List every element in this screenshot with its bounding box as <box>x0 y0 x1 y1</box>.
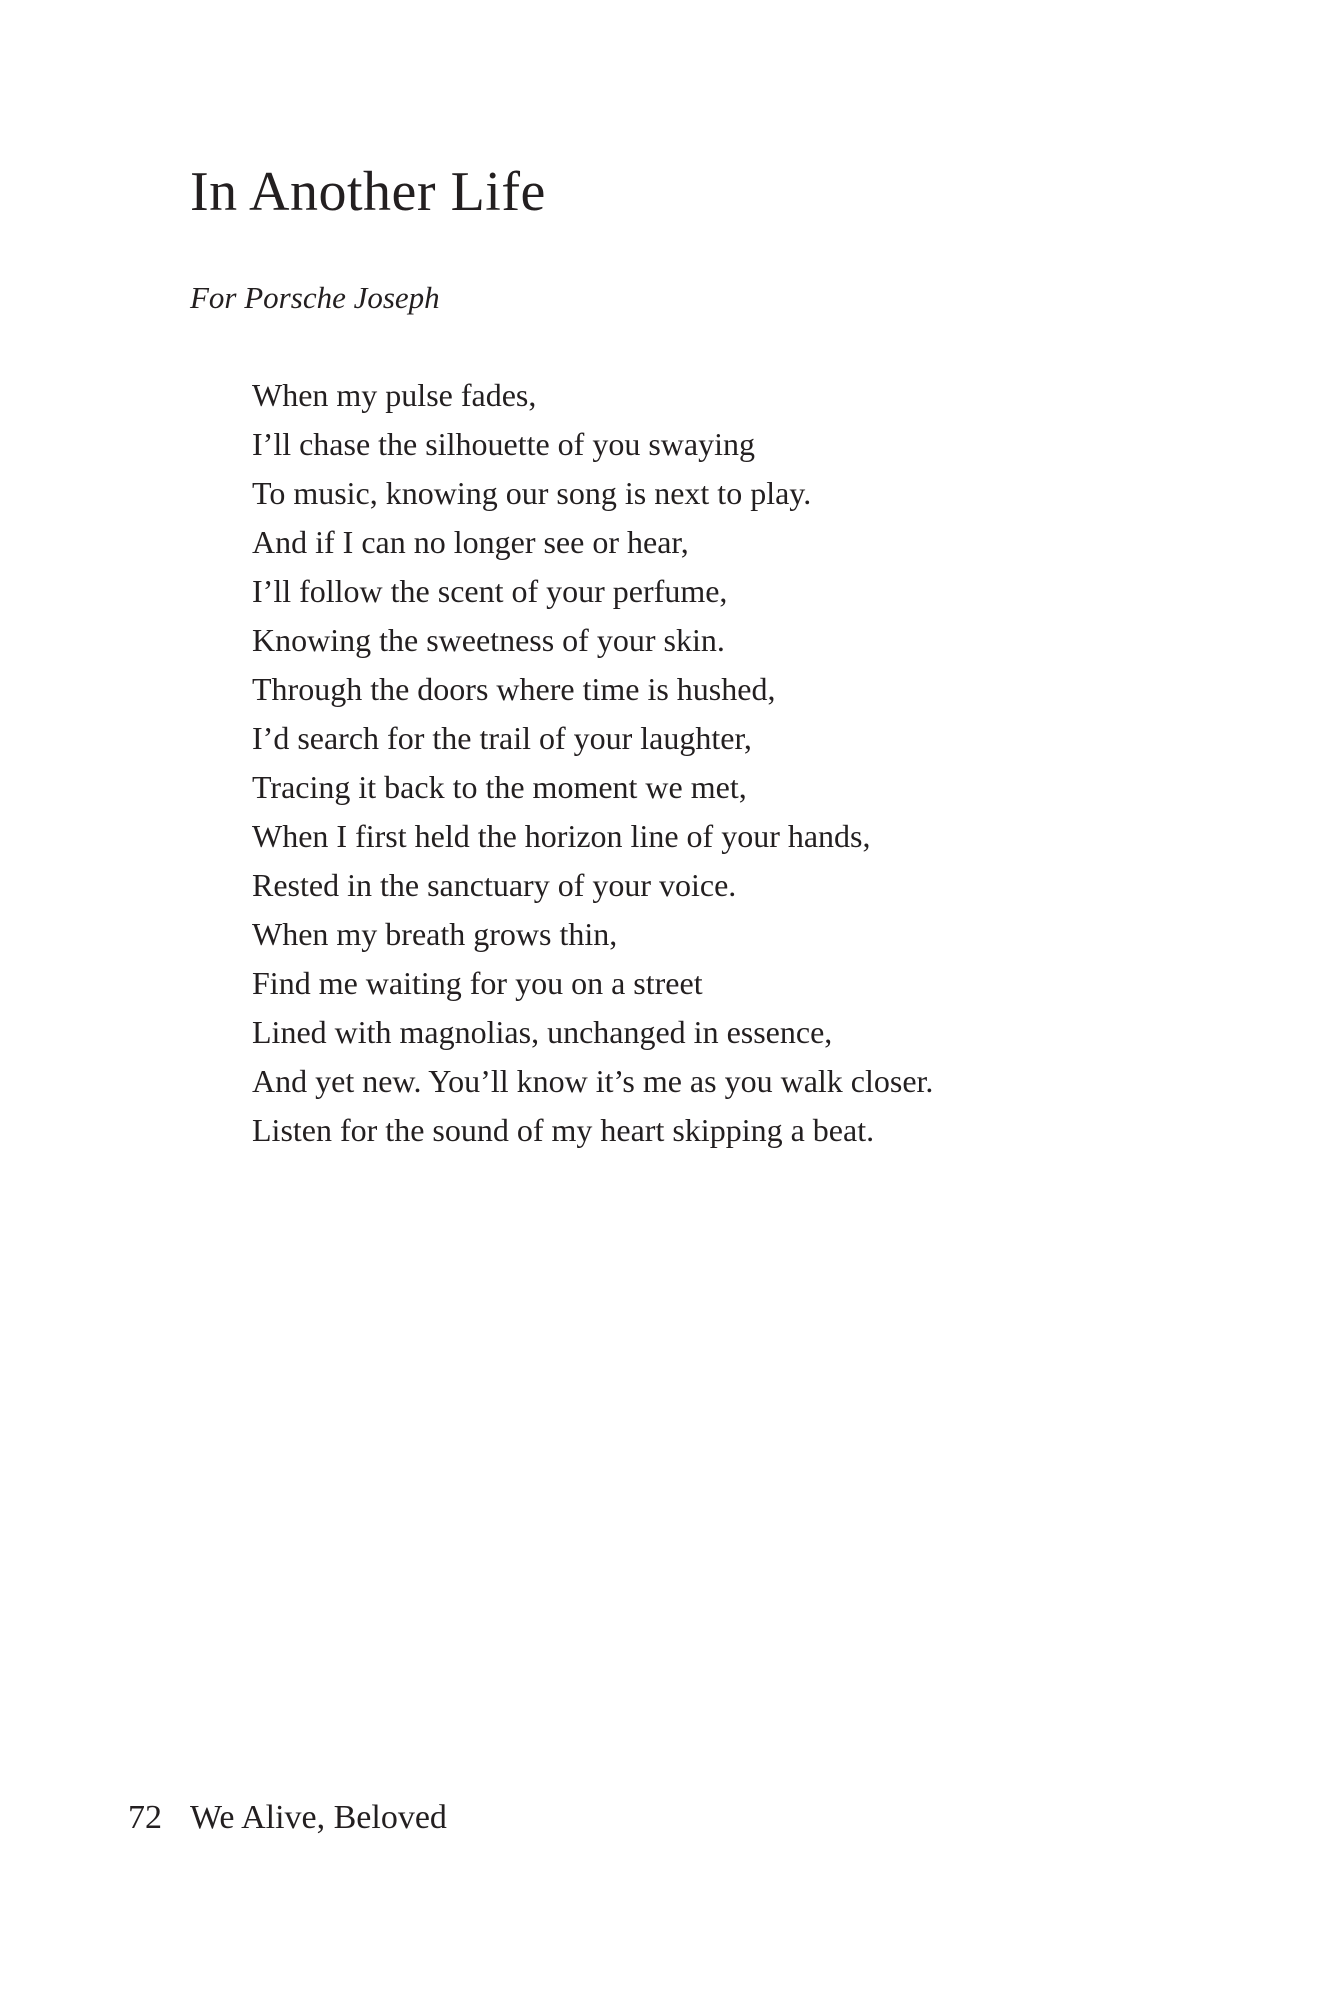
poem-line: Listen for the sound of my heart skipping a beat. <box>252 1112 875 1148</box>
poem-line: Through the doors where time is hushed, <box>252 671 776 707</box>
poem-line: Rested in the sanctuary of your voice. <box>252 867 737 903</box>
poem-body <box>252 371 933 1155</box>
poem-line: I’ll follow the scent of your perfume, <box>252 573 728 609</box>
poem-line: And yet new. You’ll know it’s me as you walk closer. <box>252 1063 934 1099</box>
page-number: 72 <box>128 1799 162 1836</box>
poem-line: Tracing it back to the moment we met, <box>252 769 747 805</box>
running-book-title: We Alive, Beloved <box>190 1799 447 1836</box>
page-footer <box>128 1796 447 1840</box>
poem-line: When my pulse fades, <box>252 377 537 413</box>
poem-title: In Another Life <box>190 161 546 223</box>
poem-line: Knowing the sweetness of your skin. <box>252 622 725 658</box>
poem-line: When my breath grows thin, <box>252 916 618 952</box>
poem-line: When I first held the horizon line of your hands, <box>252 818 871 854</box>
poem-line: To music, knowing our song is next to play. <box>252 475 812 511</box>
poem-line: I’d search for the trail of your laughter, <box>252 720 752 756</box>
poem-dedication: For Porsche Joseph <box>190 280 440 315</box>
poem-line: Find me waiting for you on a street <box>252 965 703 1001</box>
poem-line: Lined with magnolias, unchanged in essence, <box>252 1014 833 1050</box>
poem-line: I’ll chase the silhouette of you swaying <box>252 426 755 462</box>
poem-line: And if I can no longer see or hear, <box>252 524 689 560</box>
